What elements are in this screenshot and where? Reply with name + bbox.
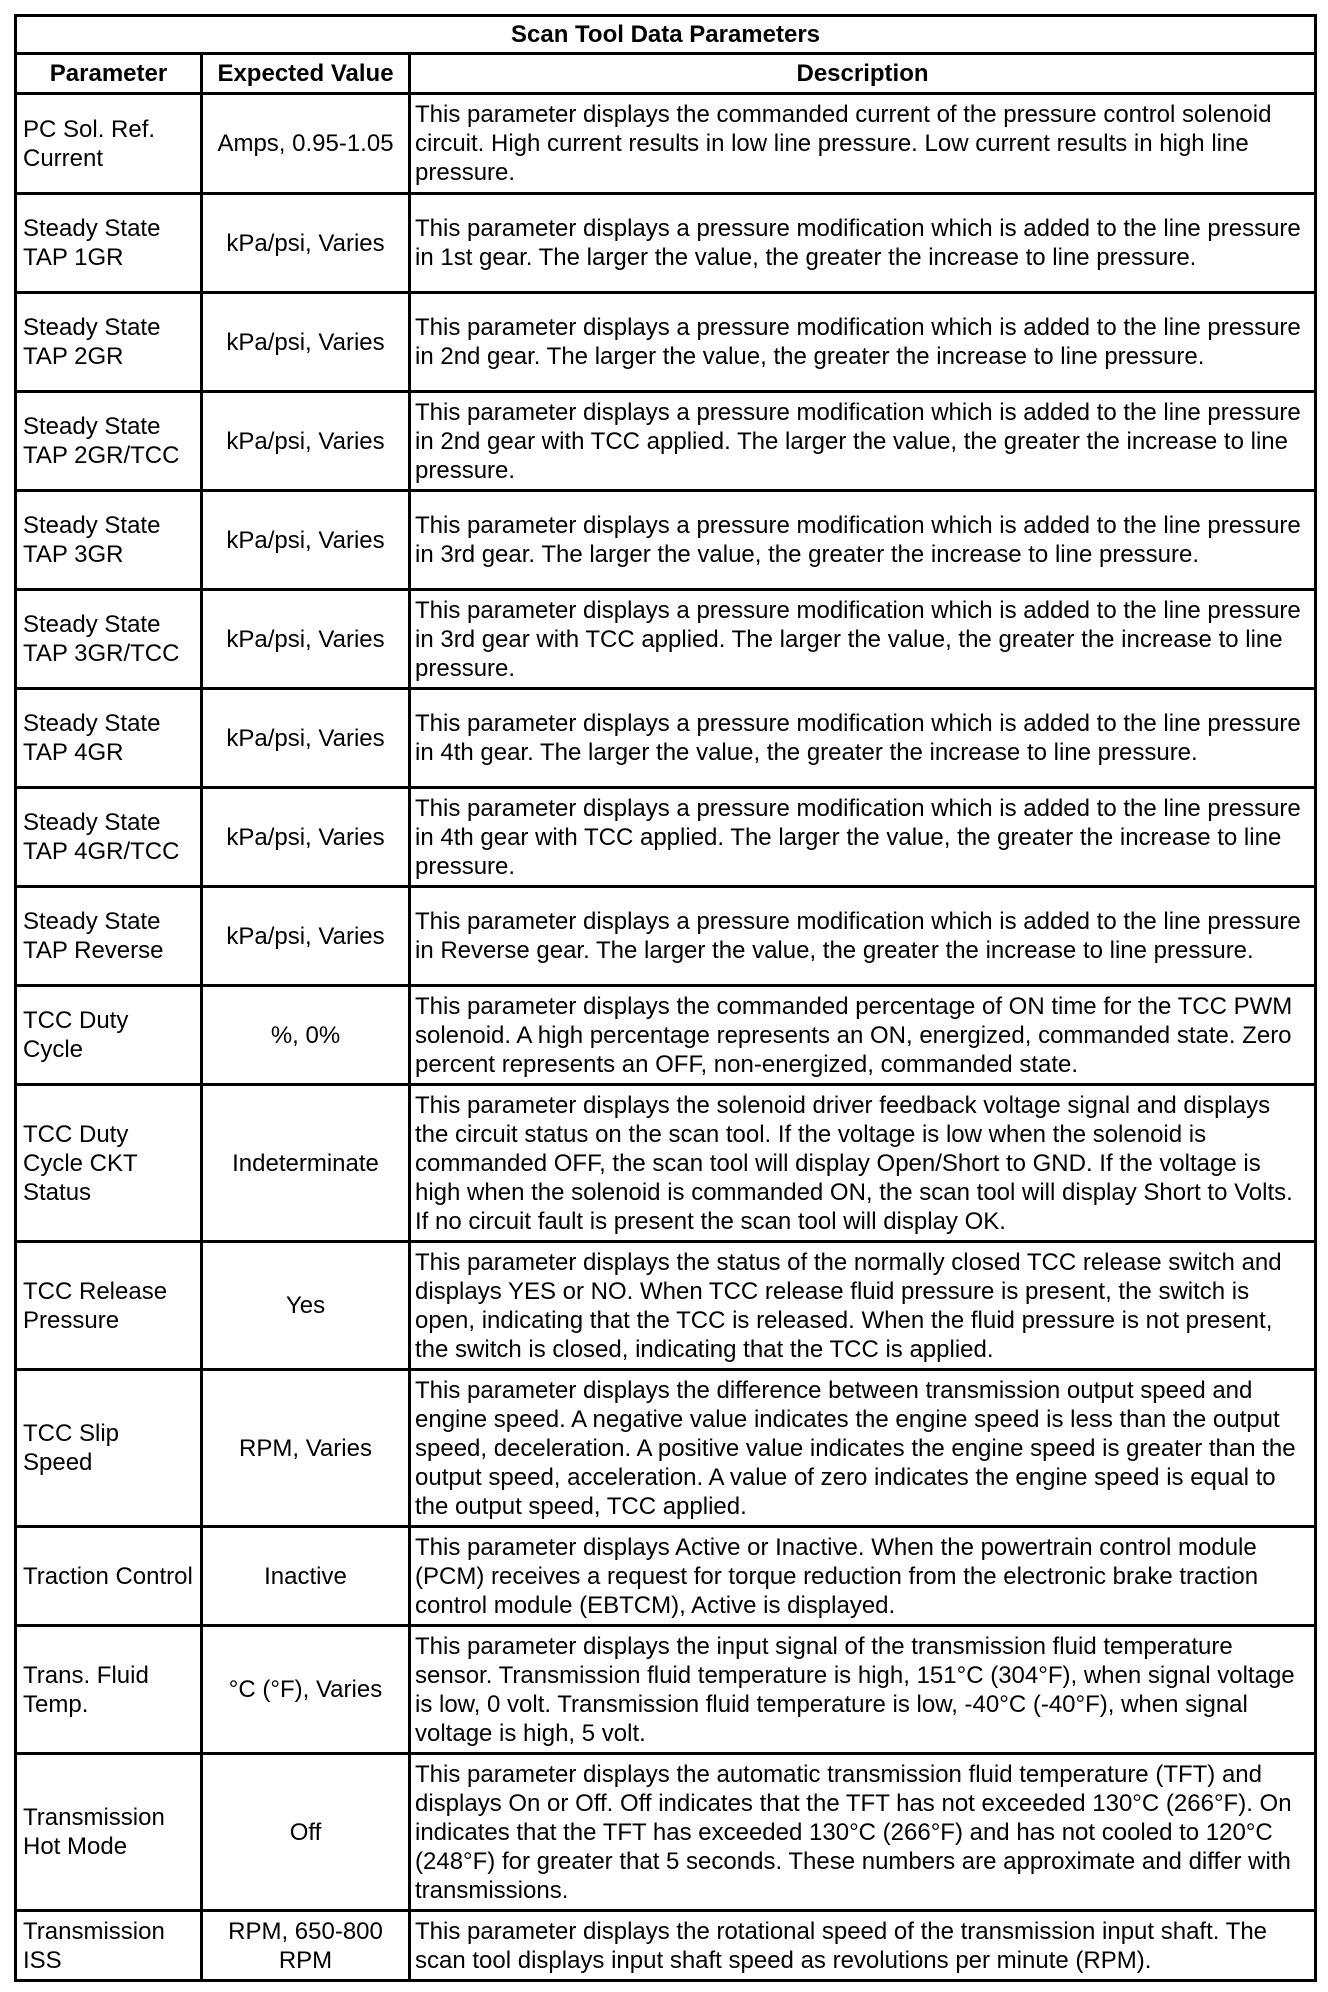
expected-value-cell: Off [202, 1754, 410, 1911]
expected-value-cell: RPM, Varies [202, 1370, 410, 1527]
table-row [16, 293, 1316, 392]
expected-value-cell: Inactive [202, 1527, 410, 1626]
table-row [16, 1242, 1316, 1370]
parameter-cell: Steady State TAP 4GR/TCC [16, 788, 202, 887]
expected-value-cell: °C (°F), Varies [202, 1626, 410, 1754]
table-body [16, 94, 1316, 1981]
expected-value-cell: kPa/psi, Varies [202, 689, 410, 788]
expected-value-cell: Yes [202, 1242, 410, 1370]
table-row [16, 1754, 1316, 1911]
parameter-cell: TCC Release Pressure [16, 1242, 202, 1370]
table-row [16, 1370, 1316, 1527]
expected-value-cell: kPa/psi, Varies [202, 788, 410, 887]
expected-value-cell: RPM, 650-800 RPM [202, 1911, 410, 1981]
description-cell: This parameter displays the automatic transmission fluid temperature (TFT) and displays On or Off. Off indicates that the TFT has not exceeded 130°C (266°F). On indicates that the TFT has exceeded 130°C (266°F) and has not cooled to 120°C (248°F) for greater that 5 seconds. These numbers are approximate and differ with transmissions. [410, 1754, 1316, 1911]
parameter-cell: Traction Control [16, 1527, 202, 1626]
description-cell: This parameter displays a pressure modification which is added to the line pressure in 1st gear. The larger the value, the greater the increase to line pressure. [410, 194, 1316, 293]
header-parameter: Parameter [16, 54, 202, 94]
expected-value-cell: %, 0% [202, 986, 410, 1085]
parameter-cell: TCC Duty Cycle CKT Status [16, 1085, 202, 1242]
description-cell: This parameter displays a pressure modification which is added to the line pressure in 4th gear with TCC applied. The larger the value, the greater the increase to line pressure. [410, 788, 1316, 887]
table-row [16, 1626, 1316, 1754]
scan-tool-data-table [14, 14, 1317, 1982]
expected-value-cell: kPa/psi, Varies [202, 392, 410, 491]
parameter-cell: PC Sol. Ref. Current [16, 94, 202, 194]
expected-value-cell: Amps, 0.95-1.05 [202, 94, 410, 194]
description-cell: This parameter displays the commanded percentage of ON time for the TCC PWM solenoid. A high percentage represents an ON, energized, commanded state. Zero percent represents an OFF, non-energized, commanded state. [410, 986, 1316, 1085]
expected-value-cell: kPa/psi, Varies [202, 293, 410, 392]
header-description: Description [410, 54, 1316, 94]
expected-value-cell: kPa/psi, Varies [202, 491, 410, 590]
parameter-cell: Steady State TAP 3GR/TCC [16, 590, 202, 689]
parameter-cell: Trans. Fluid Temp. [16, 1626, 202, 1754]
table-row [16, 590, 1316, 689]
table-row [16, 94, 1316, 194]
table-title-row [16, 16, 1316, 54]
table-row [16, 689, 1316, 788]
table-row [16, 491, 1316, 590]
parameter-cell: Transmission Hot Mode [16, 1754, 202, 1911]
description-cell: This parameter displays a pressure modification which is added to the line pressure in 4th gear. The larger the value, the greater the increase to line pressure. [410, 689, 1316, 788]
table-row [16, 1085, 1316, 1242]
description-cell: This parameter displays the input signal of the transmission fluid temperature sensor. Transmission fluid temperature is high, 151°C (304°F), when signal voltage is low, 0 volt. Transmission fluid temperature is low, -40°C (-40°F), when signal voltage is high, 5 volt. [410, 1626, 1316, 1754]
header-expected-value: Expected Value [202, 54, 410, 94]
description-cell: This parameter displays the difference between transmission output speed and engine speed. A negative value indicates the engine speed is less than the output speed, deceleration. A positive value indicates the engine speed is greater than the output speed, acceleration. A value of zero indicates the engine speed is equal to the output speed, TCC applied. [410, 1370, 1316, 1527]
description-cell: This parameter displays a pressure modification which is added to the line pressure in Reverse gear. The larger the value, the greater the increase to line pressure. [410, 887, 1316, 986]
description-cell: This parameter displays a pressure modification which is added to the line pressure in 3rd gear. The larger the value, the greater the increase to line pressure. [410, 491, 1316, 590]
parameter-cell: TCC Duty Cycle [16, 986, 202, 1085]
table-header-row [16, 54, 1316, 94]
table-row [16, 194, 1316, 293]
parameter-cell: Transmission ISS [16, 1911, 202, 1981]
table-title: Scan Tool Data Parameters [16, 16, 1316, 54]
description-cell: This parameter displays the commanded current of the pressure control solenoid circuit. High current results in low line pressure. Low current results in high line pressure. [410, 94, 1316, 194]
description-cell: This parameter displays a pressure modification which is added to the line pressure in 2nd gear with TCC applied. The larger the value, the greater the increase to line pressure. [410, 392, 1316, 491]
parameter-cell: Steady State TAP 2GR [16, 293, 202, 392]
table-row [16, 887, 1316, 986]
expected-value-cell: kPa/psi, Varies [202, 194, 410, 293]
table-row [16, 986, 1316, 1085]
table-row [16, 1911, 1316, 1981]
description-cell: This parameter displays a pressure modification which is added to the line pressure in 2nd gear. The larger the value, the greater the increase to line pressure. [410, 293, 1316, 392]
description-cell: This parameter displays Active or Inactive. When the powertrain control module (PCM) receives a request for torque reduction from the electronic brake traction control module (EBTCM), Active is displayed. [410, 1527, 1316, 1626]
parameter-cell: Steady State TAP 2GR/TCC [16, 392, 202, 491]
description-cell: This parameter displays the status of the normally closed TCC release switch and displays YES or NO. When TCC release fluid pressure is present, the switch is open, indicating that the TCC is released. When the fluid pressure is not present, the switch is closed, indicating that the TCC is applied. [410, 1242, 1316, 1370]
description-cell: This parameter displays the rotational speed of the transmission input shaft. The scan tool displays input shaft speed as revolutions per minute (RPM). [410, 1911, 1316, 1981]
parameter-cell: TCC Slip Speed [16, 1370, 202, 1527]
description-cell: This parameter displays a pressure modification which is added to the line pressure in 3rd gear with TCC applied. The larger the value, the greater the increase to line pressure. [410, 590, 1316, 689]
table-row [16, 1527, 1316, 1626]
description-cell: This parameter displays the solenoid driver feedback voltage signal and displays the circuit status on the scan tool. If the voltage is low when the solenoid is commanded OFF, the scan tool will display Open/Short to GND. If the voltage is high when the solenoid is commanded ON, the scan tool will display Short to Volts. If no circuit fault is present the scan tool will display OK. [410, 1085, 1316, 1242]
parameter-cell: Steady State TAP Reverse [16, 887, 202, 986]
document-page [14, 14, 1314, 1982]
parameter-cell: Steady State TAP 1GR [16, 194, 202, 293]
expected-value-cell: Indeterminate [202, 1085, 410, 1242]
parameter-cell: Steady State TAP 4GR [16, 689, 202, 788]
table-row [16, 392, 1316, 491]
table-row [16, 788, 1316, 887]
expected-value-cell: kPa/psi, Varies [202, 887, 410, 986]
expected-value-cell: kPa/psi, Varies [202, 590, 410, 689]
parameter-cell: Steady State TAP 3GR [16, 491, 202, 590]
